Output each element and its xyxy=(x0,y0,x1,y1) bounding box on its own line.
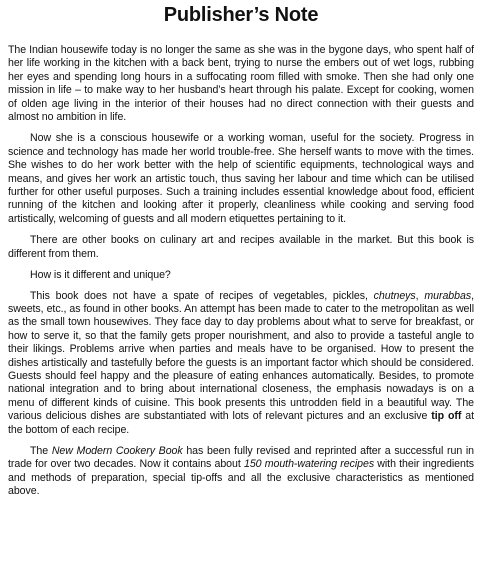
text-run: The xyxy=(30,444,52,457)
paragraph-housewife-now: Now she is a conscious housewife or a working woman, useful for the society. Progress in science and technology has made her world trouble-free. She herself wants to move with the times. She wishes to do her work better with the help of scientific equipments, technological ways and means, and gives her work an artistic touch, thus saving her labour and time which can be utilised further for other useful purposes. Such a training includes essential knowledge about food, efficient running of the kitchen and looking after it properly, cleanliness while cooking and serving food artistically, welcoming of guests and all modern etiquettes pertaining to it. xyxy=(8,132,474,225)
text-run: , xyxy=(415,289,425,302)
text-run: with their ingredients and methods of preparation, special tip-offs and all the exclusive characteristics as mentioned above. xyxy=(8,458,474,498)
text-run: This book does not have a spate of recipes of vegetables, pickles, xyxy=(30,289,374,302)
paragraph-other-books: There are other books on culinary art and recipes available in the market. But this book is different from them. xyxy=(8,234,474,260)
italic-recipe-count: 150 mouth-watering recipes xyxy=(243,458,375,471)
publishers-note-page xyxy=(8,2,474,507)
bold-tip-off: tip off xyxy=(431,410,462,423)
paragraph-housewife-past: The Indian housewife today is no longer the same as she was in the bygone days, who spent half of her life working in the kitchen with a back bent, trying to nurse the embers out of wet logs, rubbing her eyes and spending long hours in a suffocating room filled with smoke. Then she had only one mission in life – to make way to her husband’s heart through his palate. Except for cooking, women of olden age living in the interior of their houses had no direct connection with their guests and almost no ambition in life. xyxy=(8,44,474,124)
paragraph-revised-edition xyxy=(8,445,474,499)
paragraph-question: How is it different and unique? xyxy=(30,269,171,282)
text-run: at the bottom of each recipe. xyxy=(8,410,475,436)
italic-murabbas: murabbas xyxy=(424,289,472,302)
text-run: has been fully revised and reprinted after a successful run in trade for over two decades. Now it contains about xyxy=(8,444,475,471)
italic-chutneys: chutneys xyxy=(373,289,416,302)
text-run: , sweets, etc., as found in other books. An attempt has been made to cater to the metropolitan as well as the small town housewives. They face day to day problems about what to serve for breakfast, or how to serve it, so that the family gets proper nourishment, and also to provide a tasteful angle to their likings. Problems arrive when parties and meals have to be organised. How to present the dishes artistically and tastefully before the guests is an important factor which should be considered. Guests should feel happy and the pleasure of eating enhances automatically. Besides, to promote national integration and to bring about international closeness, the emphasis nowadays is on a menu of different kinds of cuisine. This book presents this untrodden field in a beautiful way. The various delicious dishes are substantiated with lots of relevant pictures and an exclusive xyxy=(8,289,474,423)
italic-book-title: New Modern Cookery Book xyxy=(51,444,183,457)
page-title: Publisher’s Note xyxy=(163,4,319,26)
paragraph-book-description xyxy=(8,290,474,437)
